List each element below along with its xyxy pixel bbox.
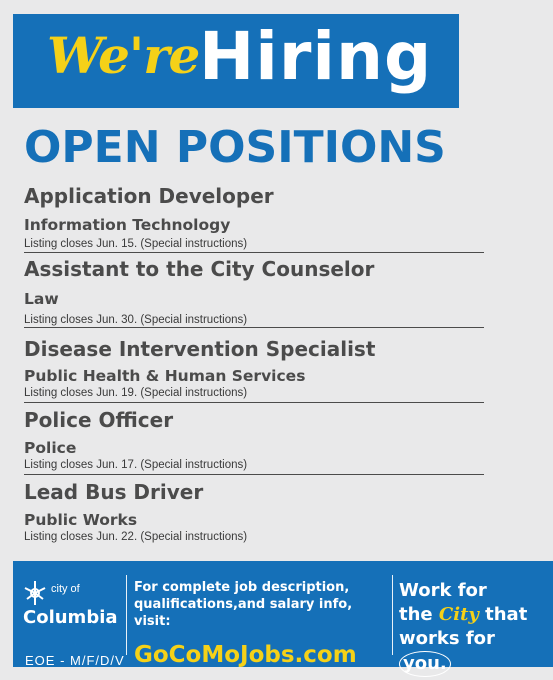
job-closing-date: Listing closes Jun. 30. (Special instructions) bbox=[24, 314, 248, 326]
info-text: For complete job description, qualifications,and salary info, visit: bbox=[134, 580, 353, 629]
job-item[interactable] bbox=[24, 328, 484, 403]
hiring-banner bbox=[13, 14, 459, 108]
job-closing-date: Listing closes Jun. 15. (Special instructions) bbox=[24, 238, 248, 250]
job-name: Police Officer bbox=[24, 408, 174, 432]
job-item[interactable] bbox=[24, 475, 484, 547]
job-department: Public Works bbox=[24, 511, 138, 529]
tagline-that: that bbox=[485, 604, 528, 625]
city-logo-icon bbox=[21, 579, 49, 607]
job-name: Disease Intervention Specialist bbox=[24, 337, 376, 361]
job-item[interactable] bbox=[24, 403, 484, 475]
job-closing-date: Listing closes Jun. 17. (Special instructions) bbox=[24, 459, 248, 471]
tagline-line-2 bbox=[399, 603, 549, 627]
tagline-line-3 bbox=[399, 627, 549, 677]
banner-headline: Hiring bbox=[199, 18, 433, 95]
logo-columbia: Columbia bbox=[23, 607, 118, 628]
job-name: Assistant to the City Counselor bbox=[24, 257, 375, 281]
eoe-text: EOE - M/F/D/V bbox=[25, 653, 125, 668]
tagline-works-for: works for bbox=[399, 628, 495, 649]
job-department: Law bbox=[24, 290, 59, 308]
footer-divider bbox=[126, 575, 127, 655]
job-list bbox=[24, 181, 484, 547]
job-name: Lead Bus Driver bbox=[24, 480, 204, 504]
jobs-url-link[interactable]: GoCoMoJobs.com bbox=[134, 642, 357, 668]
job-item[interactable] bbox=[24, 181, 484, 253]
job-name: Application Developer bbox=[24, 184, 274, 208]
job-department: Police bbox=[24, 439, 77, 457]
page-title: OPEN POSITIONS bbox=[24, 122, 446, 173]
footer-divider bbox=[392, 575, 393, 655]
tagline bbox=[399, 579, 549, 677]
job-closing-date: Listing closes Jun. 19. (Special instructions) bbox=[24, 387, 248, 399]
info-block bbox=[134, 579, 392, 668]
tagline-city: City bbox=[438, 604, 479, 625]
tagline-you: you. bbox=[399, 651, 451, 677]
tagline-the: the bbox=[399, 604, 433, 625]
job-department: Public Health & Human Services bbox=[24, 367, 306, 385]
tagline-line-1: Work for bbox=[399, 580, 487, 601]
job-closing-date: Listing closes Jun. 22. (Special instructions) bbox=[24, 531, 248, 543]
banner-script-text: We're bbox=[47, 26, 200, 85]
job-item[interactable] bbox=[24, 253, 484, 328]
footer-bar bbox=[13, 561, 553, 674]
job-department: Information Technology bbox=[24, 216, 231, 234]
logo-city-of: city of bbox=[51, 583, 80, 595]
